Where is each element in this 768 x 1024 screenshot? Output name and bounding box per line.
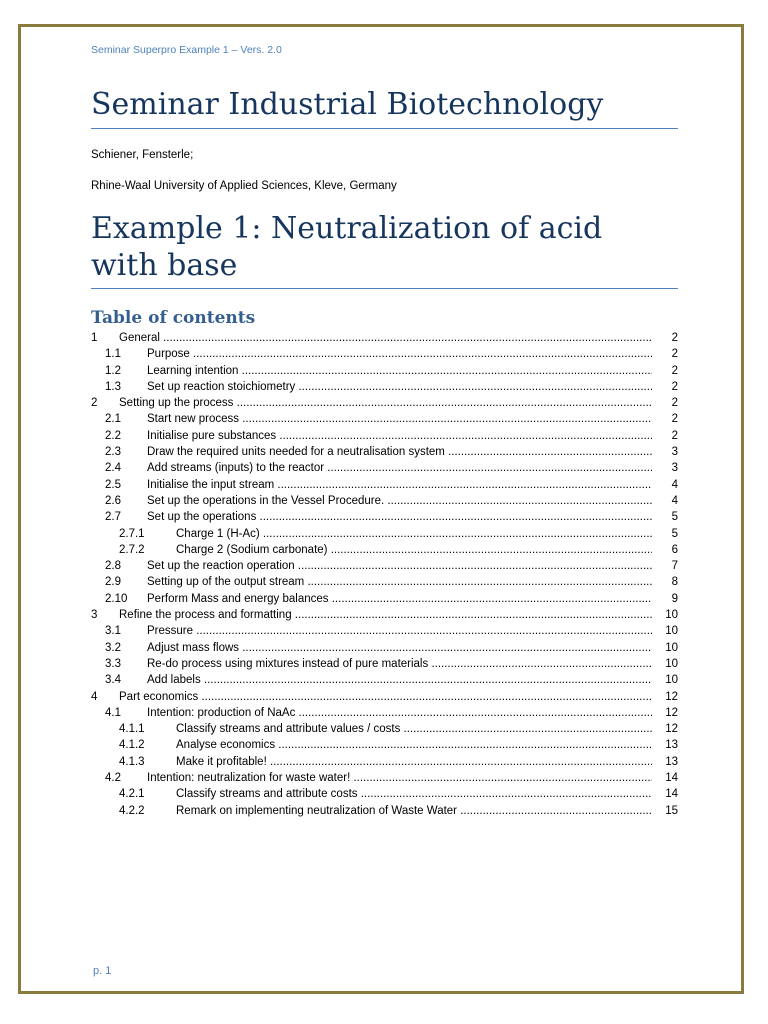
toc-entry-number: 3.4 xyxy=(105,674,121,687)
toc-entry-page: 12 xyxy=(665,723,678,736)
toc-entry-number: 2.3 xyxy=(105,446,121,459)
toc-entry-label: Classify streams and attribute values / costs ..... xyxy=(176,721,652,737)
toc-entry-number: 3.2 xyxy=(105,641,121,654)
toc-entry-label: Add streams (inputs) to the reactor ..... xyxy=(147,460,652,476)
toc-entry-page: 5 xyxy=(671,527,678,540)
toc-entry-label: Initialise pure substances ..... xyxy=(147,428,652,444)
toc-entry-number: 4.1 xyxy=(105,706,121,719)
toc-entry-label: Perform Mass and energy balances ..... xyxy=(147,591,652,607)
toc-entry-number: 3.1 xyxy=(105,625,121,638)
affiliation: Rhine-Waal University of Applied Sciences, Kleve, Germany xyxy=(91,180,397,192)
toc-entry-number: 2.6 xyxy=(105,494,121,507)
toc-entry-label: Set up reaction stoichiometry ..... xyxy=(147,379,652,395)
toc-entry[interactable] xyxy=(91,607,678,623)
toc-entry[interactable] xyxy=(91,803,678,819)
toc-entry[interactable] xyxy=(91,428,678,444)
toc-entry-label: Start new process ..... xyxy=(147,411,652,427)
toc-entry-page: 10 xyxy=(665,641,678,654)
toc-entry-label: Add labels ..... xyxy=(147,672,652,688)
toc-entry[interactable] xyxy=(91,346,678,362)
toc-entry-page: 2 xyxy=(671,429,678,442)
toc-entry-label: Setting up of the output stream ..... xyxy=(147,574,652,590)
toc-entry-number: 2.9 xyxy=(105,576,121,589)
toc-entry-label: General ..... xyxy=(119,330,652,346)
toc-entry-page: 8 xyxy=(671,576,678,589)
toc-entry-label: Purpose ..... xyxy=(147,346,652,362)
toc-entry[interactable] xyxy=(91,656,678,672)
toc-entry-number: 4.1.2 xyxy=(119,739,145,752)
toc-entry-page: 10 xyxy=(665,609,678,622)
toc-entry[interactable] xyxy=(91,640,678,656)
toc-entry[interactable] xyxy=(91,558,678,574)
toc-entry-page: 7 xyxy=(671,560,678,573)
toc-entry-number: 2 xyxy=(91,397,98,410)
toc-entry-number: 2.4 xyxy=(105,462,121,475)
toc-entry-page: 4 xyxy=(671,494,678,507)
toc-entry-label: Learning intention ..... xyxy=(147,363,652,379)
toc-entry-page: 9 xyxy=(671,592,678,605)
toc-entry-label: Initialise the input stream ..... xyxy=(147,477,652,493)
toc-entry-number: 1 xyxy=(91,332,98,344)
toc-entry-number: 2.10 xyxy=(105,592,128,605)
toc-entry[interactable] xyxy=(91,689,678,705)
toc-entry[interactable] xyxy=(91,395,678,411)
toc-entry-label: Set up the operations ..... xyxy=(147,509,652,525)
toc-entry-number: 3.3 xyxy=(105,657,121,670)
toc-entry[interactable] xyxy=(91,526,678,542)
toc-entry-number: 4.2.2 xyxy=(119,804,145,817)
toc-entry[interactable] xyxy=(91,574,678,590)
toc-entry-label: Part economics ..... xyxy=(119,689,652,705)
toc-entry-number: 3 xyxy=(91,609,98,622)
toc-entry-label: Adjust mass flows ..... xyxy=(147,640,652,656)
toc-entry-label: Analyse economics ..... xyxy=(176,737,652,753)
toc-entry-number: 1.2 xyxy=(105,364,121,377)
toc-entry[interactable] xyxy=(91,591,678,607)
toc-entry[interactable] xyxy=(91,754,678,770)
toc-entry-page: 10 xyxy=(665,674,678,687)
toc-entry-page: 3 xyxy=(671,462,678,475)
toc-entry[interactable] xyxy=(91,623,678,639)
toc-entry-page: 14 xyxy=(665,788,678,801)
toc-entry-label: Make it profitable! ..... xyxy=(176,754,652,770)
toc-entry-label: Setting up the process ..... xyxy=(119,395,652,411)
toc-entry-number: 2.2 xyxy=(105,429,121,442)
toc-entry-number: 2.7.2 xyxy=(119,543,145,556)
toc-entry[interactable] xyxy=(91,411,678,427)
toc-entry-page: 14 xyxy=(665,772,678,785)
toc-entry-label: Pressure ..... xyxy=(147,623,652,639)
toc-entry-number: 4.1.1 xyxy=(119,723,145,736)
toc-entry-page: 5 xyxy=(671,511,678,524)
toc-entry-label: Intention: production of NaAc ..... xyxy=(147,705,652,721)
toc-entry[interactable] xyxy=(91,737,678,753)
toc-entry-page: 4 xyxy=(671,478,678,491)
toc-entry-page: 3 xyxy=(671,446,678,459)
toc-entry[interactable] xyxy=(91,363,678,379)
toc-entry-label: Set up the operations in the Vessel Procedure. ..... xyxy=(147,493,652,509)
toc-entry-page: 6 xyxy=(671,543,678,556)
toc-entry[interactable] xyxy=(91,477,678,493)
toc-entry[interactable] xyxy=(91,672,678,688)
toc-entry-page: 2 xyxy=(671,413,678,426)
toc-entry[interactable] xyxy=(91,770,678,786)
toc-entry[interactable] xyxy=(91,509,678,525)
table-of-contents xyxy=(91,330,678,819)
toc-entry-page: 2 xyxy=(671,380,678,393)
toc-entry-page: 10 xyxy=(665,625,678,638)
toc-entry-number: 4.2 xyxy=(105,772,121,785)
toc-entry[interactable] xyxy=(91,493,678,509)
page-number: p. 1 xyxy=(93,965,112,977)
toc-entry-page: 13 xyxy=(665,739,678,752)
toc-entry-number: 2.5 xyxy=(105,478,121,491)
document-title: Seminar Industrial Biotechnology xyxy=(91,86,678,129)
toc-entry-label: Charge 1 (H-Ac) ..... xyxy=(176,526,652,542)
toc-heading: Table of contents xyxy=(91,308,256,328)
toc-entry-label: Classify streams and attribute costs ..... xyxy=(176,786,652,802)
toc-entry-page: 2 xyxy=(671,364,678,377)
running-header: Seminar Superpro Example 1 – Vers. 2.0 xyxy=(91,44,282,56)
toc-entry-label: Draw the required units needed for a neutralisation system ..... xyxy=(147,444,652,460)
toc-entry-number: 4 xyxy=(91,690,98,703)
toc-entry-page: 10 xyxy=(665,657,678,670)
toc-entry-page: 12 xyxy=(665,706,678,719)
toc-entry-number: 4.1.3 xyxy=(119,755,145,768)
toc-entry-page: 15 xyxy=(665,804,678,817)
toc-entry-number: 4.2.1 xyxy=(119,788,145,801)
toc-entry[interactable] xyxy=(91,705,678,721)
toc-entry[interactable] xyxy=(91,542,678,558)
toc-entry[interactable] xyxy=(91,379,678,395)
toc-entry[interactable] xyxy=(91,444,678,460)
toc-entry[interactable] xyxy=(91,786,678,802)
toc-entry-label: Re-do process using mixtures instead of pure materials ..... xyxy=(147,656,652,672)
toc-entry-number: 2.8 xyxy=(105,560,121,573)
toc-entry-page: 12 xyxy=(665,690,678,703)
toc-entry-page: 2 xyxy=(671,348,678,361)
toc-entry-label: Intention: neutralization for waste water! ..... xyxy=(147,770,652,786)
toc-entry[interactable] xyxy=(91,330,678,346)
toc-entry-label: Set up the reaction operation ..... xyxy=(147,558,652,574)
toc-entry-label: Charge 2 (Sodium carbonate) ..... xyxy=(176,542,652,558)
toc-entry-number: 1.3 xyxy=(105,380,121,393)
toc-entry[interactable] xyxy=(91,721,678,737)
example-title: Example 1: Neutralization of acid with base xyxy=(91,210,678,289)
toc-entry-number: 2.7.1 xyxy=(119,527,145,540)
authors: Schiener, Fensterle; xyxy=(91,149,194,161)
toc-entry-page: 2 xyxy=(671,397,678,410)
toc-entry-label: Refine the process and formatting ..... xyxy=(119,607,652,623)
toc-entry-number: 2.7 xyxy=(105,511,121,524)
toc-entry-page: 13 xyxy=(665,755,678,768)
toc-entry[interactable] xyxy=(91,460,678,476)
toc-entry-number: 1.1 xyxy=(105,348,121,361)
toc-entry-number: 2.1 xyxy=(105,413,121,426)
toc-entry-page: 2 xyxy=(671,332,678,344)
toc-entry-label: Remark on implementing neutralization of Waste Water ..... xyxy=(176,803,652,819)
